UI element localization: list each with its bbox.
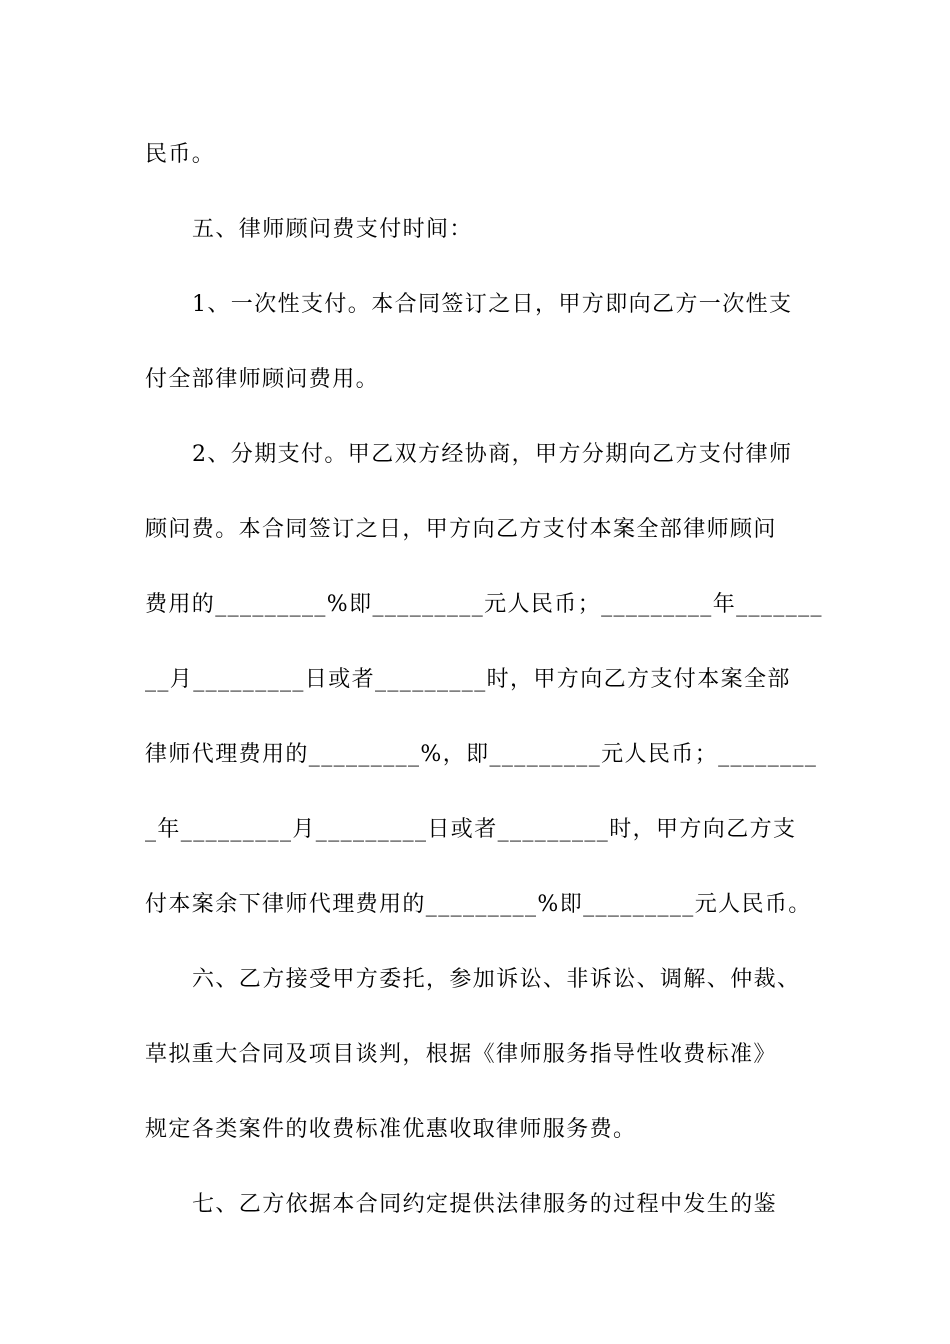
text-line-11: 付本案余下律师代理费用的_________%即_________元人民币。 (145, 892, 812, 917)
text-line-10: _年_________月_________日或者_________时，甲方向乙方支 (145, 817, 797, 842)
text-line-9: 律师代理费用的_________%，即_________元人民币；________ (145, 742, 818, 767)
text-line-8: __月_________日或者_________时，甲方向乙方支付本案全部 (145, 667, 791, 692)
text-line-14: 规定各类案件的收费标准优惠收取律师服务费。 (145, 1117, 637, 1142)
section-seven-paragraph: 七、乙方依据本合同约定提供法律服务的过程中发生的鉴 (192, 1192, 778, 1217)
section-five-heading: 五、律师顾问费支付时间： (192, 217, 473, 242)
text-line-6: 顾问费。本合同签订之日，甲方向乙方支付本案全部律师顾问 (145, 517, 777, 542)
text-line-1: 民币。 (145, 142, 216, 167)
section-six-paragraph: 六、乙方接受甲方委托，参加诉讼、非诉讼、调解、仲裁、 (192, 967, 801, 992)
text-line-3: 1、一次性支付。本合同签订之日，甲方即向乙方一次性支 (192, 292, 793, 317)
text-line-7: 费用的_________%即_________元人民币；_________年_______ (145, 592, 823, 617)
text-line-5: 2、分期支付。甲乙双方经协商，甲方分期向乙方支付律师 (192, 442, 793, 467)
text-line-13: 草拟重大合同及项目谈判，根据《律师服务指导性收费标准》 (145, 1042, 777, 1067)
text-line-4: 付全部律师顾问费用。 (145, 367, 380, 392)
